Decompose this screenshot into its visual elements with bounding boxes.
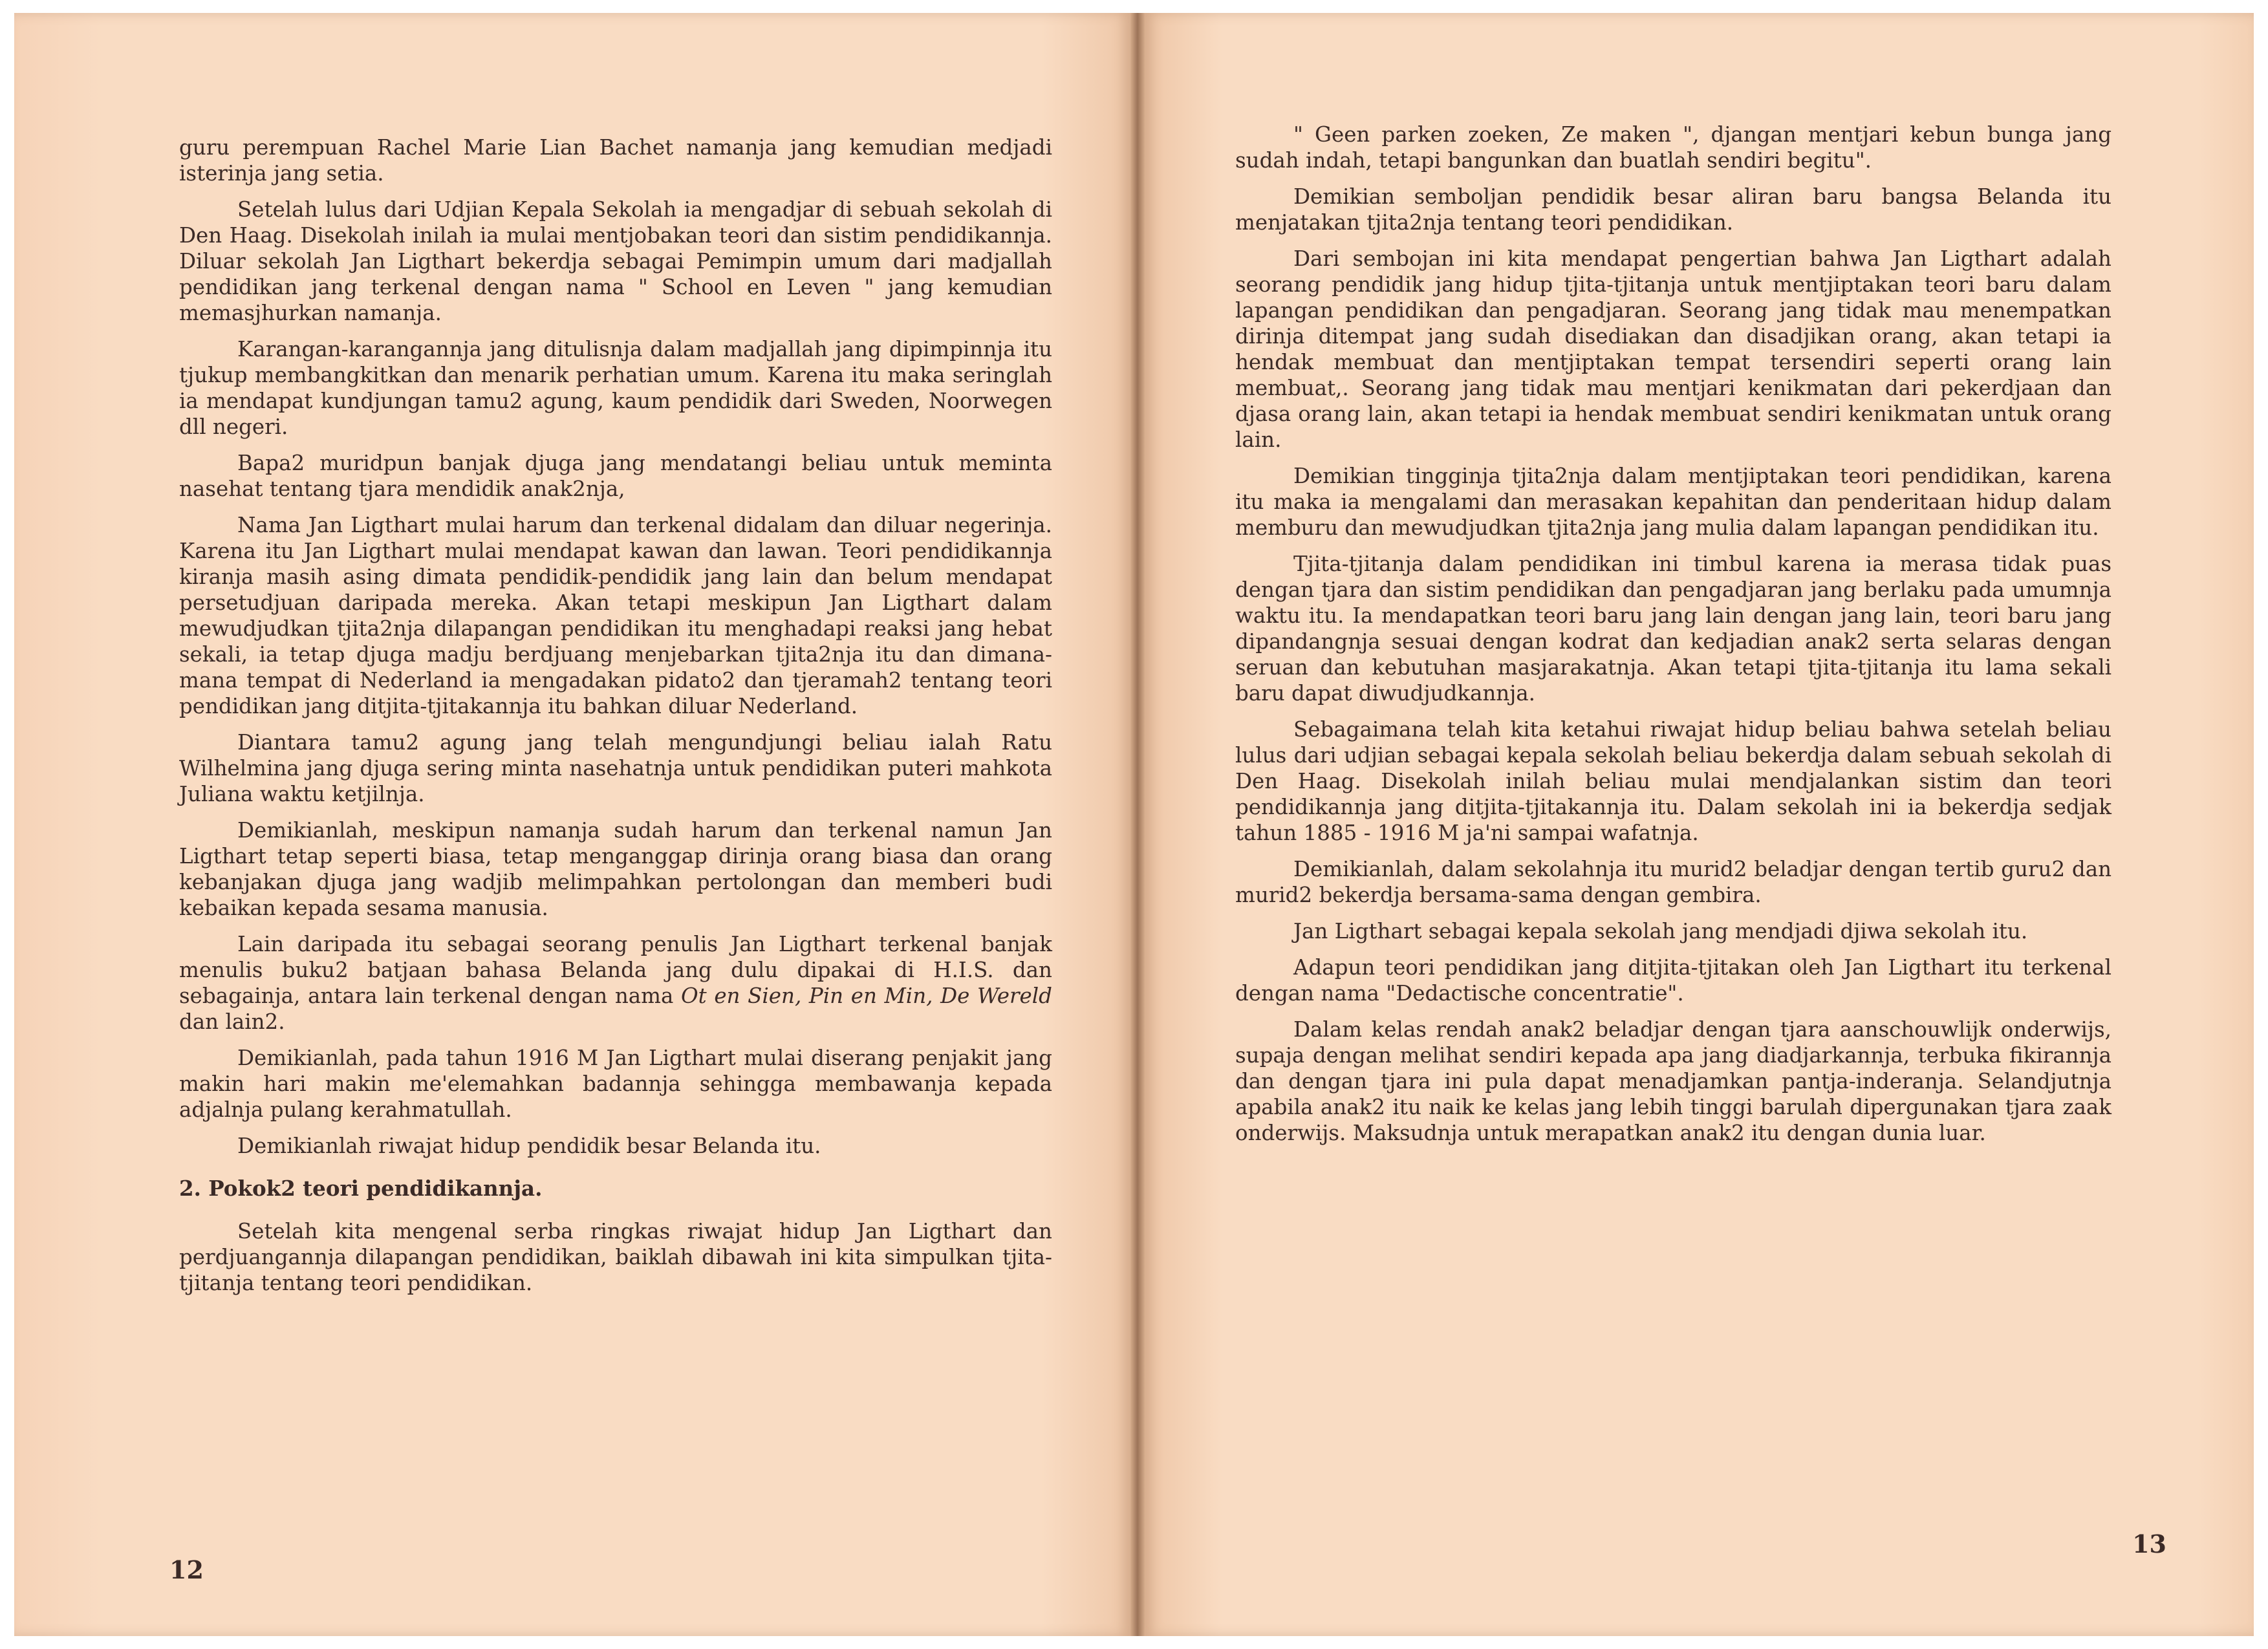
- paragraph: Adapun teori pendidikan jang ditjita-tjitakan oleh Jan Ligthart itu terkenal dengan nama "Dedactische concentratie".: [1235, 955, 2111, 1006]
- paragraph: guru perempuan Rachel Marie Lian Bachet namanja jang kemudian medjadi isterinja jang setia.: [179, 135, 1052, 186]
- paragraph-writer: [179, 931, 1052, 1035]
- right-page-text: [1235, 122, 2111, 1156]
- paragraph: Karangan-karangannja jang ditulisnja dalam madjallah jang dipimpinnja itu tjukup membangkitkan dan menarik perhatian umum. Karena itu maka seringlah ia mendapat kundjungan tamu2 agung, kaum pendidik dari Sweden, Noorwegen dll negeri.: [179, 337, 1052, 439]
- left-page: [14, 13, 1130, 1636]
- paragraph: Demikianlah riwajat hidup pendidik besar Belanda itu.: [237, 1134, 821, 1158]
- paragraph: Tjita-tjitanja dalam pendidikan ini timbul karena ia merasa tidak puas dengan tjara dan sistim pendidikan dan pengadjaran jang berlaku pada umumnja waktu itu. Ia mendapatkan teori baru jang lain dengan jang lain, teori baru jang dipandangnja sesuai dengan kodrat dan kedjadian anak2 serta selaras dengan seruan dan kebutuhan masjarakatnja. Akan tetapi tjita-tjitanja itu lama sekali baru dapat diwudjudkannja.: [1235, 552, 2111, 706]
- paragraph: Jan Ligthart sebagai kepala sekolah jang mendjadi djiwa sekolah itu.: [1293, 919, 2028, 943]
- paragraph: Demikianlah, pada tahun 1916 M Jan Ligthart mulai diserang penjakit jang makin hari makin me'elemahkan badannja sehingga membawanja kepada adjalnja pulang kerahmatullah.: [179, 1046, 1052, 1122]
- paragraph: Bapa2 muridpun banjak djuga jang mendatangi beliau untuk meminta nasehat tentang tjara mendidik anak2nja,: [179, 451, 1052, 501]
- book-titles: Ot en Sien, Pin en Min, De Wereld: [680, 984, 1052, 1008]
- right-page: [1145, 13, 2254, 1636]
- paragraph: Dari sembojan ini kita mendapat pengertian bahwa Jan Ligthart adalah seorang pendidik jang hidup tjita-tjitanja untuk mentjiptakan teori baru dalam lapangan pendidikan dan pengadjaran. Seorang jang tidak mau menempatkan dirinja ditempat jang sudah disediakan dan disadjikan orang, akan tetapi ia hendak membuat dan mentjiptakan tempat tersendiri seperti orang lain membuat,. Seorang jang tidak mau mentjari kenikmatan dari pekerdjaan dan djasa orang lain, akan tetapi ia hendak membuat sendiri kenikmatan untuk orang lain.: [1235, 246, 2111, 452]
- paragraph: Demikian semboljan pendidik besar aliran baru bangsa Belanda itu menjatakan tjita2nja tentang teori pendidikan.: [1235, 184, 2111, 235]
- left-page-text: [179, 135, 1052, 1306]
- paragraph: " Geen parken zoeken, Ze maken ", djangan mentjari kebun bunga jang sudah indah, tetapi bangunkan dan buatlah sendiri begitu".: [1235, 122, 2111, 173]
- paragraph: Dalam kelas rendah anak2 beladjar dengan tjara aanschouwlijk onderwijs, supaja dengan melihat sendiri kepada apa jang diadjarkannja, terbuka fikirannja dan dengan tjara ini pula dapat menadjamkan pantja-inderanja. Selandjutnja apabila anak2 itu naik ke kelas jang lebih tinggi barulah dipergunakan tjara zaak onderwijs. Maksudnja untuk merapatkan anak2 itu dengan dunia luar.: [1235, 1017, 2111, 1145]
- section-heading: 2. Pokok2 teori pendidikannja.: [179, 1176, 543, 1201]
- book-gutter: [1130, 13, 1145, 1636]
- paragraph-text: dan lain2.: [179, 1009, 285, 1034]
- paragraph: Setelah kita mengenal serba ringkas riwajat hidup Jan Ligthart dan perdjuangannja dilapangan pendidikan, baiklah dibawah ini kita simpulkan tjita-tjitanja tentang teori pendidikan.: [179, 1219, 1052, 1295]
- paragraph: Diantara tamu2 agung jang telah mengundjungi beliau ialah Ratu Wilhelmina jang djuga sering minta nasehatnja untuk pendidikan puteri mahkota Juliana waktu ketjilnja.: [179, 730, 1052, 806]
- paragraph: Sebagaimana telah kita ketahui riwajat hidup beliau bahwa setelah beliau lulus dari udjian sebagai kepala sekolah beliau bekerdja dalam sebuah sekolah di Den Haag. Disekolah inilah beliau mulai mendjalankan sistim dan teori pendidikannja jang ditjita-tjitakannja itu. Dalam sekolah ini ia bekerdja sedjak tahun 1885 - 1916 M ja'ni sampai wafatnja.: [1235, 717, 2111, 845]
- page-number: 12: [169, 1555, 204, 1584]
- page-number: 13: [2132, 1529, 2166, 1558]
- paragraph: Demikian tingginja tjita2nja dalam mentjiptakan teori pendidikan, karena itu maka ia mengalami dan merasakan kepahitan dan penderitaan hidup dalam memburu dan mewudjudkan tjita2nja jang mulia dalam lapangan pendidikan itu.: [1235, 464, 2111, 540]
- paragraph: Nama Jan Ligthart mulai harum dan terkenal didalam dan diluar negerinja. Karena itu Jan Ligthart mulai mendapat kawan dan lawan. Teori pendidikannja kiranja masih asing dimata pendidik-pendidik jang lain dan belum mendapat persetudjuan daripada mereka. Akan tetapi meskipun Jan Ligthart dalam mewudjudkan tjita2nja dilapangan pendidikan itu menghadapi reaksi jang hebat sekali, ia tetap djuga madju berdjuang menjebarkan tjita2nja itu dan dimana-mana tempat di Nederland ia mengadakan pidato2 dan tjeramah2 tentang teori pendidikan jang ditjita-tjitakannja itu bahkan diluar Nederland.: [179, 513, 1052, 718]
- paragraph-text: Lain daripada itu sebagai seorang penulis Jan Ligthart terkenal banjak menulis buku2 batjaan bahasa Belanda jang dulu dipakai di H.I.S. dan sebagainja, antara lain terkenal dengan nama: [179, 932, 1052, 1008]
- paragraph: Demikianlah, meskipun namanja sudah harum dan terkenal namun Jan Ligthart tetap seperti biasa, tetap menganggap dirinja orang biasa dan orang kebanjakan djuga jang wadjib melimpahkan pertolongan dan memberi budi kebaikan kepada sesama manusia.: [179, 818, 1052, 920]
- paragraph: Demikianlah, dalam sekolahnja itu murid2 beladjar dengan tertib guru2 dan murid2 bekerdja bersama-sama dengan gembira.: [1235, 857, 2111, 907]
- paragraph: Setelah lulus dari Udjian Kepala Sekolah ia mengadjar di sebuah sekolah di Den Haag. Disekolah inilah ia mulai mentjobakan teori dan sistim pendidikannja. Diluar sekolah Jan Ligthart bekerdja sebagai Pemimpin umum dari madjallah pendidikan jang terkenal dengan nama " School en Leven " jang kemudian memasjhurkan namanja.: [179, 197, 1052, 325]
